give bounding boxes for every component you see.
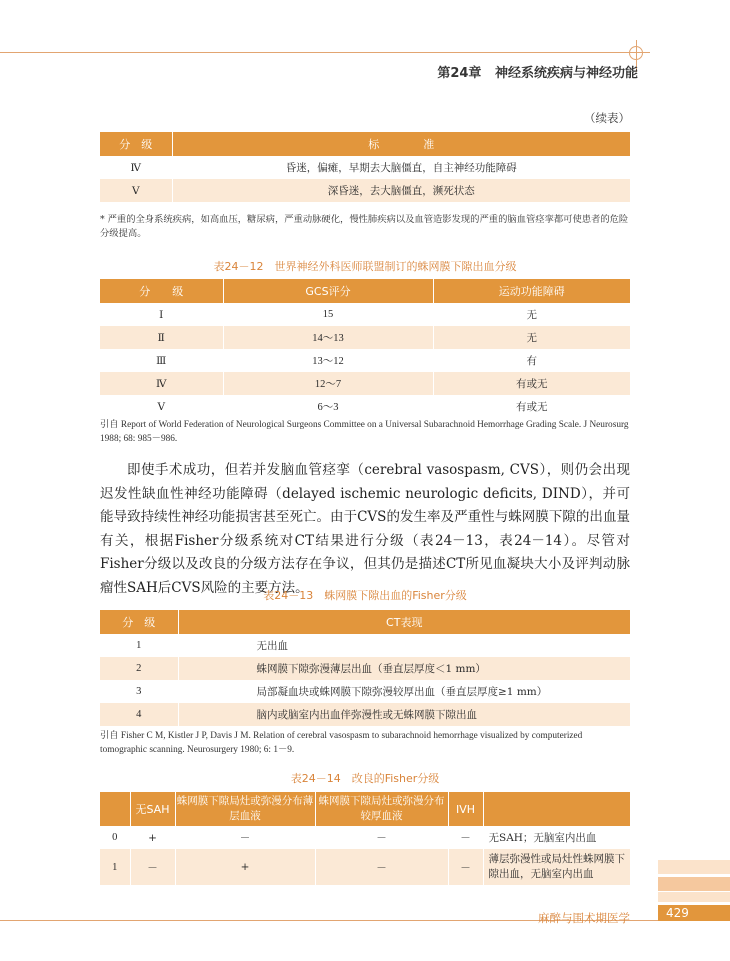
table-header-cell: 蛛网膜下隙局灶或弥漫分布薄层血液 xyxy=(175,792,315,826)
table-header-cell: 蛛网膜下隙局灶或弥漫分布较厚血液 xyxy=(315,792,448,826)
table-cell: － xyxy=(130,849,175,885)
table-row xyxy=(100,395,630,418)
table-header-cell: 标 准 xyxy=(172,132,630,156)
table-citation: 引自 Fisher C M, Kistler J P, Davis J M. Relation of cerebral vasospasm to subarachnoid hemorrhage visualized by computerized tomographic scanning. Neurosurgery 1980; 6: 1－9. xyxy=(100,731,583,755)
table-cell: 局部凝血块或蛛网膜下隙弥漫较厚出血（垂直层厚度≥1 mm） xyxy=(178,680,630,703)
table-24-14 xyxy=(100,792,630,885)
table-row xyxy=(100,826,630,849)
table-cell: 14～13 xyxy=(223,326,433,349)
table-caption: 表24－13 蛛网膜下隙出血的Fisher分级 xyxy=(263,589,467,602)
table-cell: － xyxy=(315,826,448,849)
table-cell: Ⅱ xyxy=(100,326,223,349)
table-header-cell: 运动功能障碍 xyxy=(433,279,630,303)
table-cell: 无 xyxy=(433,326,630,349)
table-cell: 深昏迷，去大脑僵直，濒死状态 xyxy=(172,179,630,202)
table-row xyxy=(100,657,630,680)
table-row xyxy=(100,703,630,726)
table-cell: Ⅳ xyxy=(100,156,172,179)
book-title: 麻醉与围术期医学 xyxy=(538,911,630,925)
table-header-cell: GCS评分 xyxy=(223,279,433,303)
table-cell: Ⅲ xyxy=(100,349,223,372)
table-cell: 4 xyxy=(100,703,178,726)
table-row xyxy=(100,326,630,349)
table-cell: 薄层弥漫性或局灶性蛛网膜下隙出血，无脑室内出血 xyxy=(483,849,630,885)
table-header-cell xyxy=(483,792,630,826)
table-footnote: * 严重的全身系统疾病，如高血压，糖尿病，严重动脉硬化，慢性肺疾病以及血管造影发现的严重的脑血管痉挛都可使患者的危险分级提高。 xyxy=(100,214,629,239)
table-cell: 有或无 xyxy=(433,372,630,395)
page-number: 429 xyxy=(658,905,730,921)
table-caption: 表24－14 改良的Fisher分级 xyxy=(290,772,440,785)
table-header-cell: 分 级 xyxy=(100,132,172,156)
table-cell: － xyxy=(448,849,483,885)
table-row xyxy=(100,156,630,179)
table-row xyxy=(100,372,630,395)
decor-bar xyxy=(658,860,730,874)
table-row xyxy=(100,303,630,326)
table-row xyxy=(100,680,630,703)
table-header-cell: IVH xyxy=(448,792,483,826)
table-cell: 0 xyxy=(100,826,130,849)
table-row xyxy=(100,849,630,885)
table-header-cell xyxy=(100,792,130,826)
continued-label: （续表） xyxy=(584,111,630,125)
table-cell: + xyxy=(175,849,315,885)
chapter-number: 第24章 xyxy=(437,66,482,81)
chapter-title: 神经系统疾病与神经功能 xyxy=(494,66,638,81)
decor-bar xyxy=(658,892,730,902)
body-paragraph: 即使手术成功，但若并发脑血管痉挛（cerebral vasospasm, CVS），则仍会出现迟发性缺血性神经功能障碍（delayed ischemic neurologic deficits, DIND），并可能导致持续性神经功能损害甚至死亡。由于CVS的发生率及严重性与蛛网膜下隙的出血量有关，根据Fisher分级系统对CT结果进行分级（表24－13，表24－14）。尽管对Fisher分级以及改良的分级方法存在争议，但其仍是描述CT所见血凝块大小及评判动脉瘤性SAH后CVS风险的主要方法。 xyxy=(100,462,630,596)
table-cell: 有或无 xyxy=(433,395,630,418)
table-24-12 xyxy=(100,279,630,418)
table-cell: 无出血 xyxy=(178,634,630,657)
table-cell: 6～3 xyxy=(223,395,433,418)
table-cell: Ⅴ xyxy=(100,179,172,202)
table-header-cell: 分 级 xyxy=(100,610,178,634)
header-rule xyxy=(0,52,650,53)
table-cell: － xyxy=(175,826,315,849)
table-citation: 引自 Report of World Federation of Neurological Surgeons Committee on a Universal Subarachnoid Hemorrhage Grading Scale. J Neurosurg 1988; 68: 985－986. xyxy=(100,420,629,444)
table-cell: 2 xyxy=(100,657,178,680)
table-cell: + xyxy=(130,826,175,849)
table-row xyxy=(100,634,630,657)
table-cell: 13～12 xyxy=(223,349,433,372)
table-cell: － xyxy=(315,849,448,885)
table-cell: 1 xyxy=(100,849,130,885)
table-continued xyxy=(100,132,630,202)
table-cell: 12～7 xyxy=(223,372,433,395)
table-cell: 1 xyxy=(100,634,178,657)
table-24-13 xyxy=(100,610,630,726)
table-cell: 有 xyxy=(433,349,630,372)
table-cell: Ⅴ xyxy=(100,395,223,418)
table-header-cell: 分 级 xyxy=(100,279,223,303)
chapter-header xyxy=(437,62,638,81)
table-header-cell: CT表现 xyxy=(178,610,630,634)
table-header-cell: 无SAH xyxy=(130,792,175,826)
table-row xyxy=(100,349,630,372)
table-cell: 脑内或脑室内出血伴弥漫性或无蛛网膜下隙出血 xyxy=(178,703,630,726)
table-cell: 昏迷，偏瘫，早期去大脑僵直，自主神经功能障碍 xyxy=(172,156,630,179)
table-cell: － xyxy=(448,826,483,849)
decor-bar xyxy=(658,877,730,891)
table-cell: 无SAH；无脑室内出血 xyxy=(483,826,630,849)
table-cell: 15 xyxy=(223,303,433,326)
table-cell: 无 xyxy=(433,303,630,326)
table-cell: 蛛网膜下隙弥漫薄层出血（垂直层厚度＜1 mm） xyxy=(178,657,630,680)
table-caption: 表24－12 世界神经外科医师联盟制订的蛛网膜下隙出血分级 xyxy=(213,260,517,273)
table-cell: 3 xyxy=(100,680,178,703)
table-row xyxy=(100,179,630,202)
table-cell: Ⅳ xyxy=(100,372,223,395)
table-cell: Ⅰ xyxy=(100,303,223,326)
header-crosshair-circle xyxy=(629,46,643,60)
